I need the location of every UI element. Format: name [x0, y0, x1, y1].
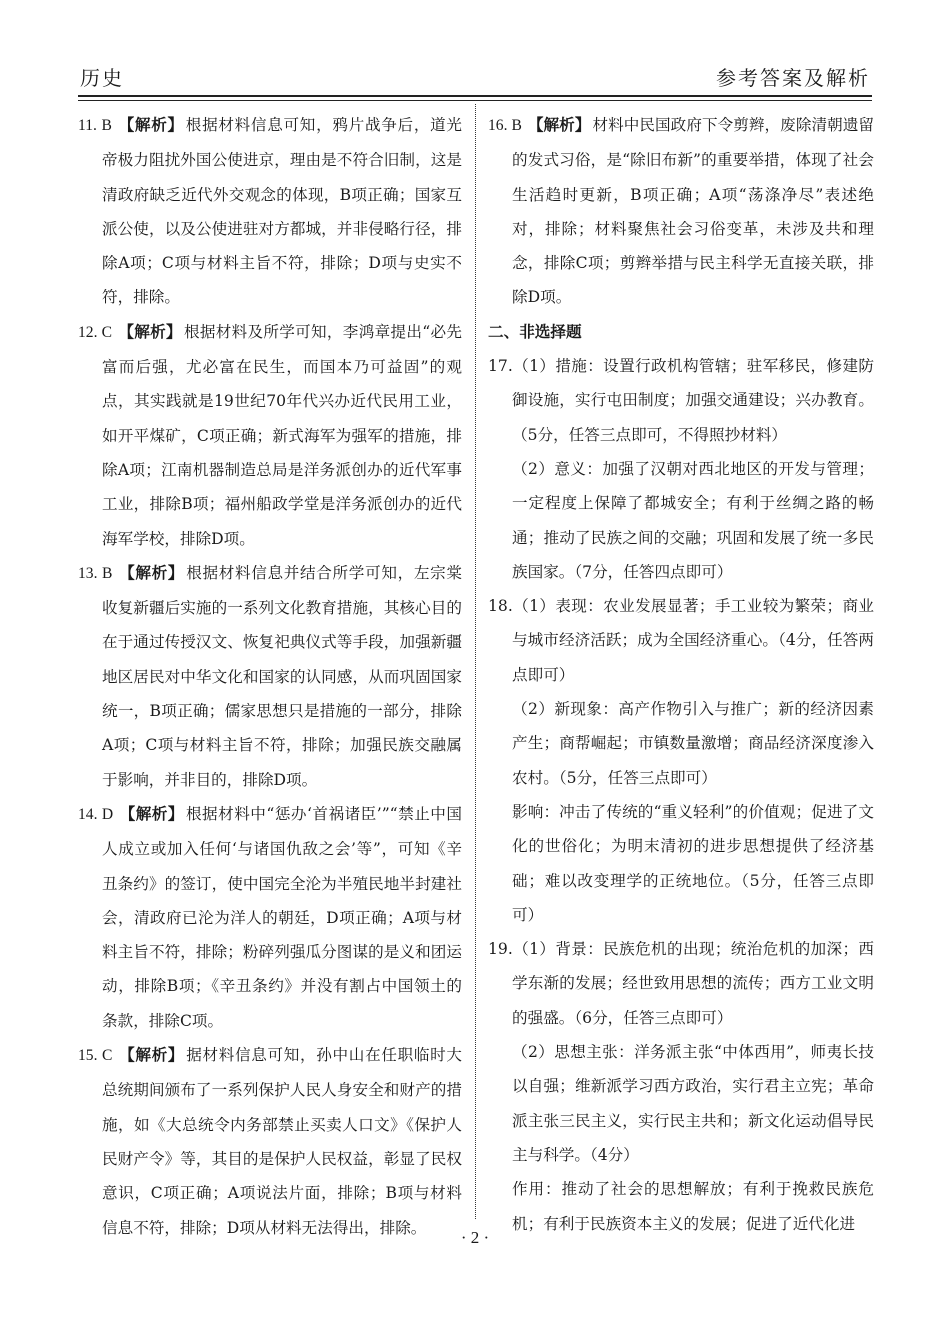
analysis-tag: 【解析】	[118, 321, 182, 341]
item-number: 15. C	[78, 1047, 113, 1065]
section-heading: 二、非选择题	[488, 321, 582, 341]
header-rule	[78, 95, 872, 97]
analysis-tag: 【解析】	[118, 562, 185, 582]
item-text: 根据材料及所学可知，李鸿章提出“必先富而后强，尤必富在民生，而国本乃可益固”的观点，其实践就是19世纪70年代兴办近代民用工业，如开平煤矿，C项正确；新式海军为强军的措施，排除A项；江南机器制造总局是洋务派创办的近代军事工业，排除B项；福州船政学堂是洋务派创办的近代海军学校，排除D项。	[102, 322, 462, 548]
answer-item-15	[78, 1038, 462, 1245]
item-text: 根据材料中“惩办‘首祸诸臣’”“禁止中国人成立或加入任何‘与诸国仇敌之会’等”，可知《辛丑条约》的签订，使中国完全沦为半殖民地半封建社会，清政府已沦为洋人的朝廷，D项正确；A项与材料主旨不符，排除；粉碎列强瓜分图谋的是义和团运动，排除B项；《辛丑条约》并没有割占中国领土的条款，排除C项。	[102, 804, 462, 1030]
question-18-part-1: 18.（1）表现：农业发展显著；手工业较为繁荣；商业与城市经济活跃；成为全国经济重心。（4分，任答两点即可）	[488, 597, 874, 684]
answer-item-13	[78, 556, 462, 797]
question-19-part-2: （2）思想主张：洋务派主张“中体西用”，师夷长技以自强；维新派学习西方政治，实行君主立宪；革命派主张三民主义，实行民主共和；新文化运动倡导民主与科学。（4分）	[512, 1043, 874, 1164]
item-text: 根据材料信息可知，鸦片战争后，道光帝极力阻扰外国公使进京，理由是不符合旧制，这是清政府缺乏近代外交观念的体现，B项正确；国家互派公使，以及公使进驻对方都城，并非侵略行径，排除A项；C项与材料主旨不符，排除；D项与史实不符，排除。	[102, 116, 462, 307]
analysis-tag: 【解析】	[119, 803, 184, 823]
question-18-impact: 影响：冲击了传统的“重义轻利”的价值观；促进了文化的世俗化；为明末清初的进步思想提供了经济基础；难以改变理学的正统地位。（5分，任答三点即可）	[512, 802, 874, 924]
item-number: 13. B	[78, 564, 113, 582]
subject-label: 历史	[80, 66, 124, 90]
header-rule-thin	[78, 100, 872, 101]
item-number: 16. B	[488, 117, 522, 134]
item-number: 14. D	[78, 805, 114, 823]
page-number: · 2 ·	[460, 1228, 490, 1247]
question-19-part-1: 19.（1）背景：民族危机的出现；统治危机的加深；西学东渐的发展；经世致用思想的流传；西方工业文明的强盛。（6分，任答三点即可）	[488, 940, 874, 1027]
question-17-part-2: （2）意义：加强了汉朝对西北地区的开发与管理；一定程度上保障了都城安全；有利于丝绸之路的畅通；推动了民族之间的交融；巩固和发展了统一多民族国家。（7分，任答四点即可）	[512, 459, 874, 581]
item-text: 根据材料信息并结合所学可知，左宗棠收复新疆后实施的一系列文化教育措施，其核心目的在于通过传授汉文、恢复祀典仪式等手段，加强新疆地区居民对中华文化和国家的认同感，从而巩固国家统一，B项正确；儒家思想只是措施的一部分，排除A项；C项与材料主旨不符，排除；加强民族交融属于影响，并非目的，排除D项。	[102, 563, 462, 789]
answer-item-11	[78, 108, 462, 315]
analysis-tag: 【解析】	[118, 1045, 185, 1065]
question-19-effect: 作用：推动了社会的思想解放；有利于挽救民族危机；有利于民族资本主义的发展；促进了近代化进	[512, 1180, 874, 1233]
answer-item-16	[488, 108, 874, 315]
item-number: 12. C	[78, 323, 113, 341]
analysis-tag: 【解析】	[117, 115, 184, 134]
item-text: 据材料信息可知，孙中山在任职临时大总统期间颁布了一系列保护人民人身安全和财产的措施，如《大总统令内务部禁止买卖人口文》《保护人民财产令》等，其目的是保护人民权益，彰显了民权意识，C项正确；A项说法片面，排除；B项与材料信息不符，排除；D项从材料无法得出，排除。	[102, 1046, 462, 1237]
question-18-part-2: （2）新现象：高产作物引入与推广；新的经济因素产生；商帮崛起；市镇数量激增；商品经济深度渗入农村。（5分，任答三点即可）	[512, 700, 874, 787]
answer-item-12	[78, 315, 462, 556]
question-17-part-1: 17.（1）措施：设置行政机构管辖；驻军移民，修建防御设施，实行屯田制度；加强交通建设；兴办教育。（5分，任答三点即可，不得照抄材料）	[488, 357, 874, 444]
analysis-tag: 【解析】	[527, 115, 591, 134]
left-column	[78, 108, 462, 1245]
answer-item-14	[78, 797, 462, 1038]
item-text: 材料中民国政府下令剪辫，废除清朝遗留的发式习俗，是“除旧布新”的重要举措，体现了社会生活趋时更新，B项正确；A项“荡涤净尽”表述绝对，排除；材料聚焦社会习俗变革，未涉及共和理念，排除C项；剪辫举措与民主科学无直接关联，排除D项。	[512, 116, 874, 307]
column-divider	[475, 104, 476, 1219]
item-number: 11. B	[78, 117, 112, 134]
document-title: 参考答案及解析	[716, 66, 870, 90]
right-column	[488, 108, 874, 1241]
page-header	[78, 58, 872, 92]
